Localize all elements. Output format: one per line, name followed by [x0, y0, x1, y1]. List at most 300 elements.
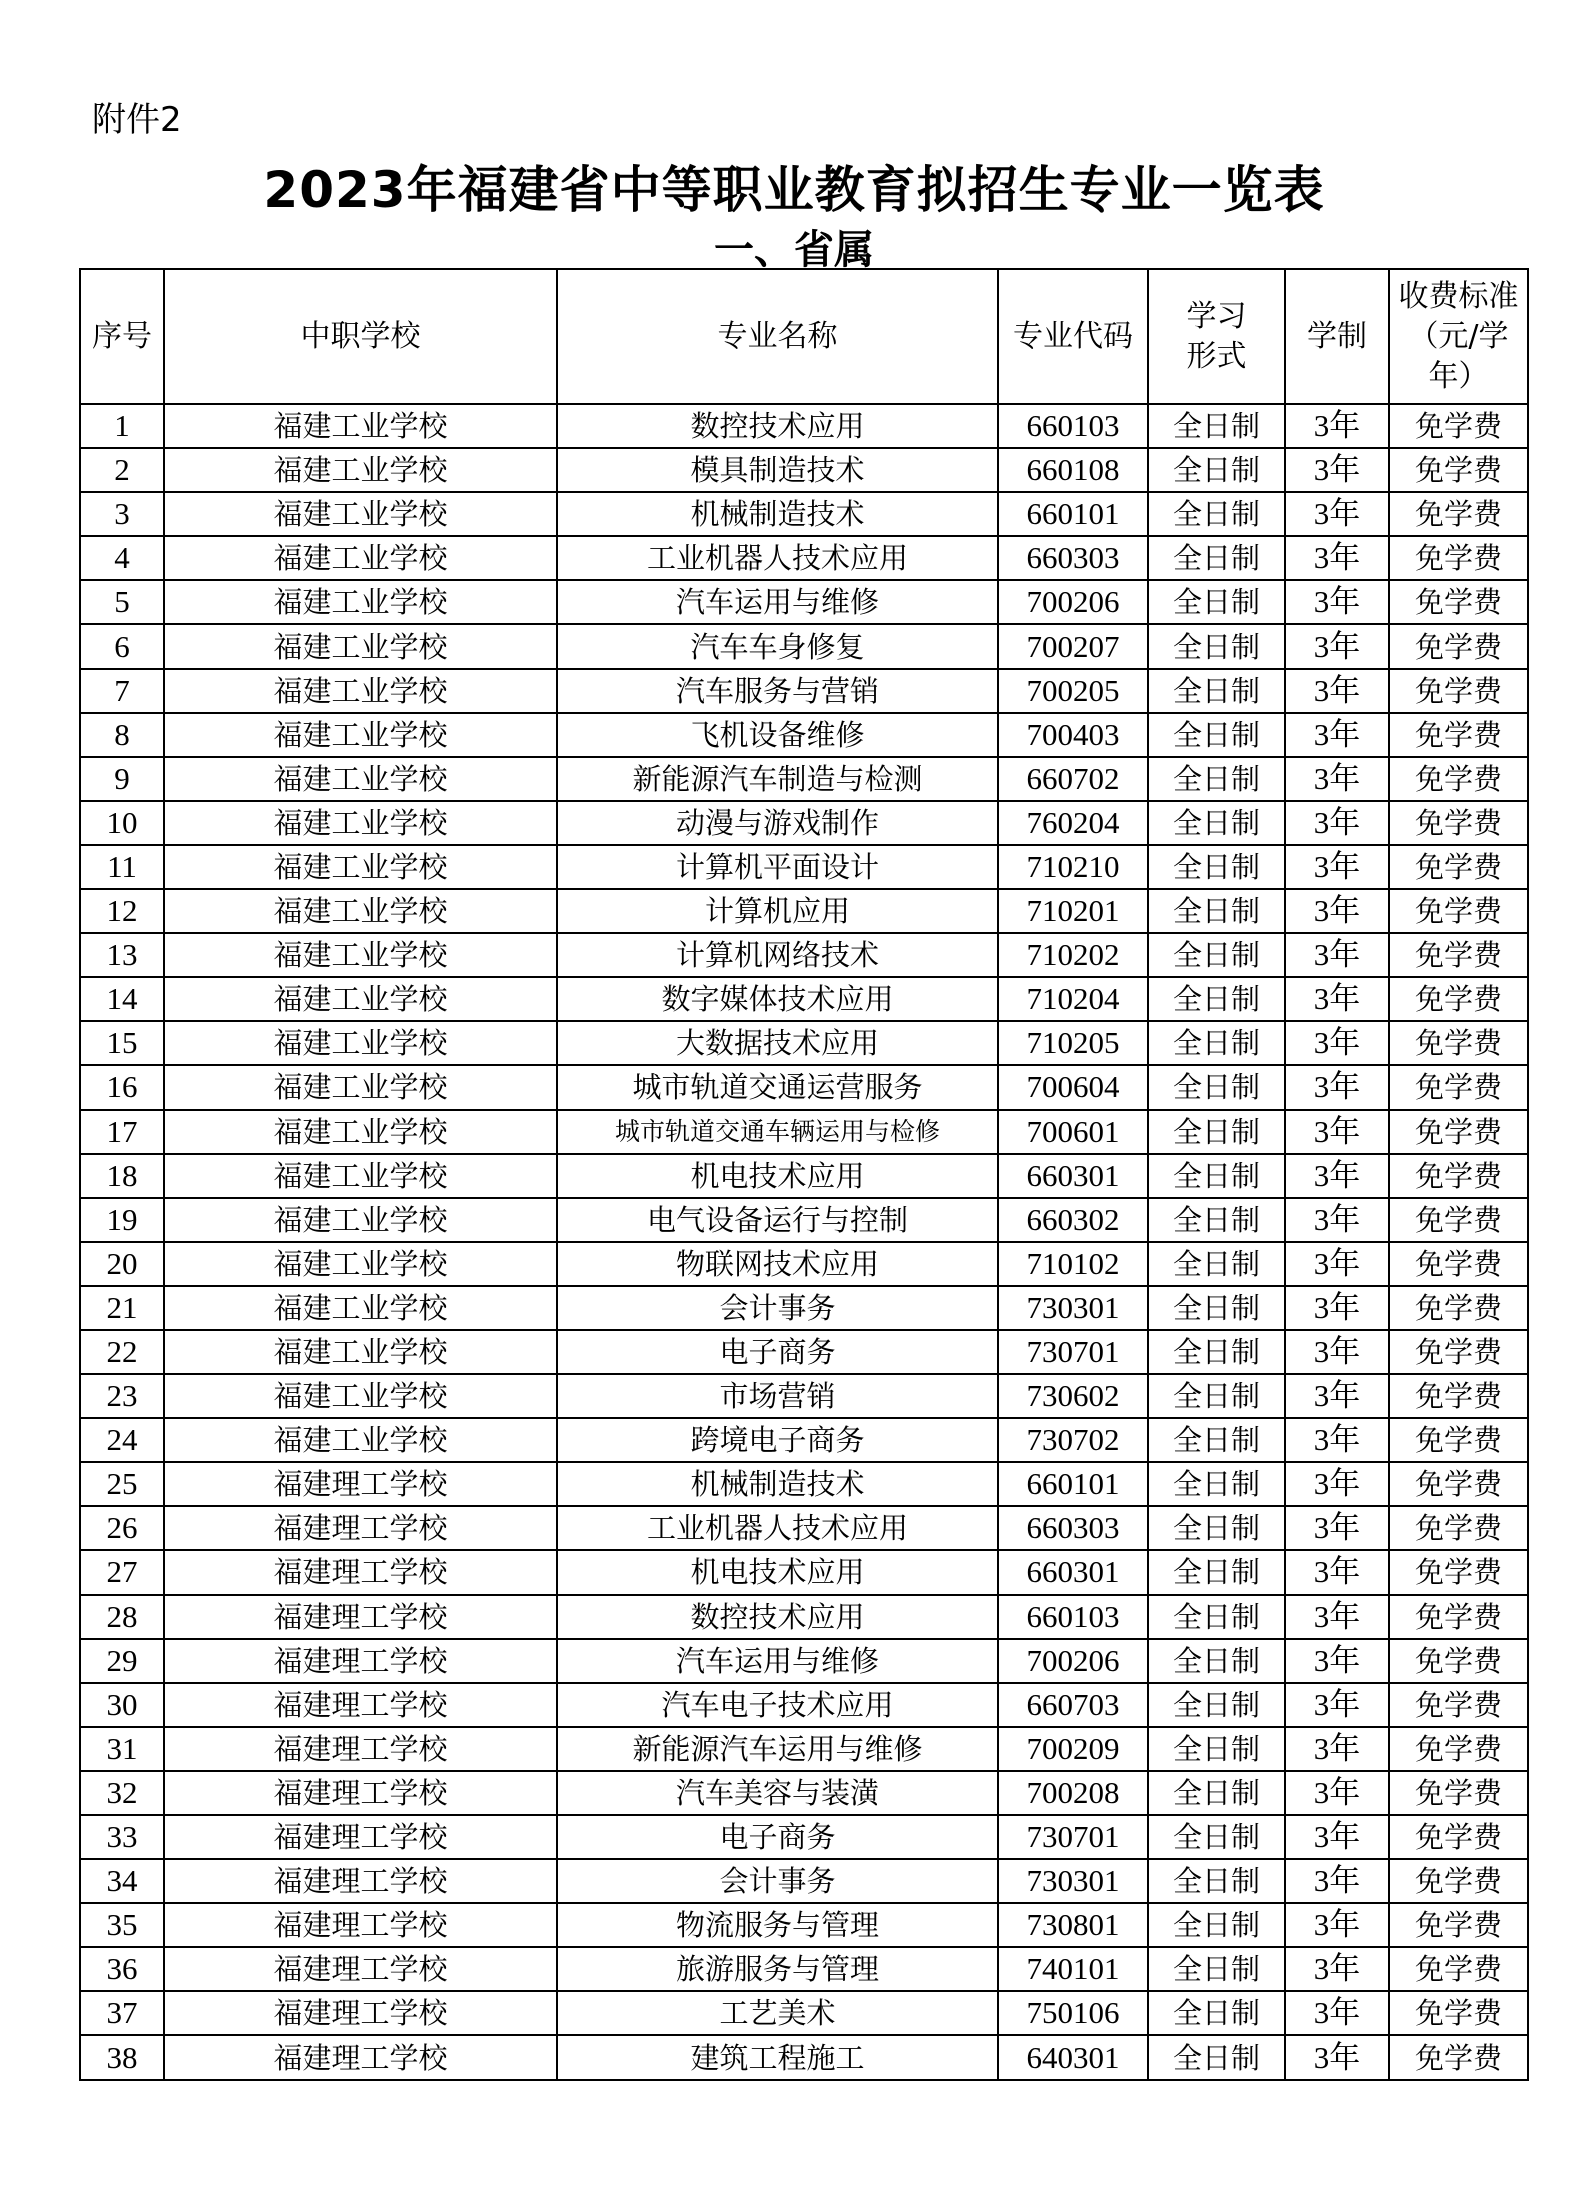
- cell-fee: 免学费: [1389, 1550, 1528, 1594]
- table-row: [80, 2035, 1528, 2079]
- cell-fee: 免学费: [1389, 580, 1528, 624]
- cell-fee: 免学费: [1389, 1065, 1528, 1109]
- cell-form: 全日制: [1148, 1330, 1285, 1374]
- table-row: [80, 1198, 1528, 1242]
- table-row: [80, 404, 1528, 448]
- cell-code: 700205: [998, 669, 1148, 713]
- cell-school: 福建理工学校: [164, 1991, 557, 2035]
- cell-length: 3年: [1285, 1550, 1389, 1594]
- cell-code: 660703: [998, 1683, 1148, 1727]
- cell-code: 730801: [998, 1903, 1148, 1947]
- cell-code: 710202: [998, 933, 1148, 977]
- cell-index: 3: [80, 492, 164, 536]
- cell-form: 全日制: [1148, 1242, 1285, 1286]
- cell-code: 660302: [998, 1198, 1148, 1242]
- cell-school: 福建工业学校: [164, 1374, 557, 1418]
- cell-index: 11: [80, 845, 164, 889]
- cell-length: 3年: [1285, 669, 1389, 713]
- table-row: [80, 977, 1528, 1021]
- cell-fee: 免学费: [1389, 669, 1528, 713]
- cell-index: 36: [80, 1947, 164, 1991]
- cell-index: 23: [80, 1374, 164, 1418]
- header-major: 专业名称: [557, 269, 998, 404]
- cell-index: 22: [80, 1330, 164, 1374]
- cell-form: 全日制: [1148, 1771, 1285, 1815]
- table-row: [80, 889, 1528, 933]
- cell-length: 3年: [1285, 1286, 1389, 1330]
- cell-major: 机电技术应用: [557, 1550, 998, 1594]
- cell-code: 760204: [998, 801, 1148, 845]
- cell-school: 福建工业学校: [164, 669, 557, 713]
- cell-index: 38: [80, 2035, 164, 2079]
- cell-school: 福建工业学校: [164, 580, 557, 624]
- table-row: [80, 1595, 1528, 1639]
- cell-form: 全日制: [1148, 1506, 1285, 1550]
- cell-major: 跨境电子商务: [557, 1418, 998, 1462]
- cell-code: 660103: [998, 1595, 1148, 1639]
- cell-major: 会计事务: [557, 1859, 998, 1903]
- cell-length: 3年: [1285, 624, 1389, 668]
- cell-code: 730301: [998, 1859, 1148, 1903]
- table-row: [80, 1154, 1528, 1198]
- cell-school: 福建工业学校: [164, 1065, 557, 1109]
- cell-length: 3年: [1285, 1374, 1389, 1418]
- table-row: [80, 933, 1528, 977]
- cell-major: 机械制造技术: [557, 492, 998, 536]
- cell-fee: 免学费: [1389, 536, 1528, 580]
- cell-fee: 免学费: [1389, 1154, 1528, 1198]
- cell-index: 27: [80, 1550, 164, 1594]
- cell-form: 全日制: [1148, 1286, 1285, 1330]
- cell-fee: 免学费: [1389, 1418, 1528, 1462]
- cell-length: 3年: [1285, 536, 1389, 580]
- cell-school: 福建理工学校: [164, 1771, 557, 1815]
- cell-index: 16: [80, 1065, 164, 1109]
- cell-school: 福建工业学校: [164, 757, 557, 801]
- cell-form: 全日制: [1148, 933, 1285, 977]
- cell-index: 6: [80, 624, 164, 668]
- cell-school: 福建工业学校: [164, 845, 557, 889]
- cell-length: 3年: [1285, 1462, 1389, 1506]
- cell-index: 26: [80, 1506, 164, 1550]
- cell-major: 建筑工程施工: [557, 2035, 998, 2079]
- cell-code: 710205: [998, 1021, 1148, 1065]
- table-row: [80, 845, 1528, 889]
- header-index: 序号: [80, 269, 164, 404]
- table-row: [80, 1021, 1528, 1065]
- cell-school: 福建理工学校: [164, 1639, 557, 1683]
- cell-index: 30: [80, 1683, 164, 1727]
- table-row: [80, 580, 1528, 624]
- majors-table: [79, 268, 1529, 2081]
- table-row: [80, 669, 1528, 713]
- cell-form: 全日制: [1148, 624, 1285, 668]
- cell-fee: 免学费: [1389, 889, 1528, 933]
- table-body: [80, 404, 1528, 2080]
- cell-school: 福建工业学校: [164, 448, 557, 492]
- cell-index: 25: [80, 1462, 164, 1506]
- cell-major: 会计事务: [557, 1286, 998, 1330]
- cell-code: 660101: [998, 492, 1148, 536]
- cell-form: 全日制: [1148, 1727, 1285, 1771]
- cell-form: 全日制: [1148, 889, 1285, 933]
- cell-length: 3年: [1285, 1903, 1389, 1947]
- cell-form: 全日制: [1148, 2035, 1285, 2079]
- cell-index: 34: [80, 1859, 164, 1903]
- cell-fee: 免学费: [1389, 1286, 1528, 1330]
- cell-form: 全日制: [1148, 1065, 1285, 1109]
- cell-school: 福建理工学校: [164, 1903, 557, 1947]
- cell-major: 工艺美术: [557, 1991, 998, 2035]
- cell-code: 750106: [998, 1991, 1148, 2035]
- cell-fee: 免学费: [1389, 448, 1528, 492]
- cell-index: 19: [80, 1198, 164, 1242]
- table-row: [80, 1462, 1528, 1506]
- cell-form: 全日制: [1148, 1639, 1285, 1683]
- cell-code: 700604: [998, 1065, 1148, 1109]
- cell-length: 3年: [1285, 801, 1389, 845]
- cell-length: 3年: [1285, 1506, 1389, 1550]
- cell-code: 740101: [998, 1947, 1148, 1991]
- table-row: [80, 1550, 1528, 1594]
- page-title: 2023年福建省中等职业教育拟招生专业一览表: [263, 161, 1325, 219]
- cell-major: 物联网技术应用: [557, 1242, 998, 1286]
- cell-length: 3年: [1285, 977, 1389, 1021]
- table-row: [80, 1639, 1528, 1683]
- cell-fee: 免学费: [1389, 1374, 1528, 1418]
- cell-fee: 免学费: [1389, 757, 1528, 801]
- cell-code: 660301: [998, 1154, 1148, 1198]
- cell-school: 福建工业学校: [164, 1198, 557, 1242]
- cell-code: 660101: [998, 1462, 1148, 1506]
- cell-index: 20: [80, 1242, 164, 1286]
- cell-length: 3年: [1285, 448, 1389, 492]
- table-row: [80, 1330, 1528, 1374]
- cell-major: 城市轨道交通运营服务: [557, 1065, 998, 1109]
- table-row: [80, 1110, 1528, 1154]
- cell-major: 计算机网络技术: [557, 933, 998, 977]
- cell-code: 700207: [998, 624, 1148, 668]
- cell-index: 32: [80, 1771, 164, 1815]
- cell-school: 福建理工学校: [164, 1550, 557, 1594]
- table-row: [80, 1683, 1528, 1727]
- cell-code: 730301: [998, 1286, 1148, 1330]
- cell-index: 4: [80, 536, 164, 580]
- cell-fee: 免学费: [1389, 845, 1528, 889]
- cell-fee: 免学费: [1389, 1815, 1528, 1859]
- cell-code: 710201: [998, 889, 1148, 933]
- cell-fee: 免学费: [1389, 1727, 1528, 1771]
- cell-index: 10: [80, 801, 164, 845]
- cell-length: 3年: [1285, 580, 1389, 624]
- cell-length: 3年: [1285, 1771, 1389, 1815]
- cell-length: 3年: [1285, 1198, 1389, 1242]
- cell-length: 3年: [1285, 845, 1389, 889]
- header-code: 专业代码: [998, 269, 1148, 404]
- cell-major: 计算机应用: [557, 889, 998, 933]
- cell-major: 新能源汽车运用与维修: [557, 1727, 998, 1771]
- cell-form: 全日制: [1148, 1418, 1285, 1462]
- header-fee: 收费标准（元/学年）: [1389, 269, 1528, 404]
- cell-major: 计算机平面设计: [557, 845, 998, 889]
- cell-length: 3年: [1285, 1859, 1389, 1903]
- cell-index: 9: [80, 757, 164, 801]
- cell-school: 福建理工学校: [164, 1506, 557, 1550]
- table-row: [80, 536, 1528, 580]
- cell-index: 13: [80, 933, 164, 977]
- cell-school: 福建理工学校: [164, 1595, 557, 1639]
- cell-school: 福建工业学校: [164, 1286, 557, 1330]
- cell-form: 全日制: [1148, 536, 1285, 580]
- cell-length: 3年: [1285, 1683, 1389, 1727]
- cell-school: 福建工业学校: [164, 933, 557, 977]
- cell-index: 14: [80, 977, 164, 1021]
- cell-form: 全日制: [1148, 713, 1285, 757]
- cell-school: 福建理工学校: [164, 1683, 557, 1727]
- cell-form: 全日制: [1148, 1154, 1285, 1198]
- cell-major: 汽车美容与装潢: [557, 1771, 998, 1815]
- cell-major: 电子商务: [557, 1815, 998, 1859]
- cell-length: 3年: [1285, 933, 1389, 977]
- cell-form: 全日制: [1148, 1683, 1285, 1727]
- cell-code: 710204: [998, 977, 1148, 1021]
- cell-major: 动漫与游戏制作: [557, 801, 998, 845]
- cell-code: 700208: [998, 1771, 1148, 1815]
- header-school: 中职学校: [164, 269, 557, 404]
- cell-index: 8: [80, 713, 164, 757]
- cell-length: 3年: [1285, 713, 1389, 757]
- table-row: [80, 1727, 1528, 1771]
- cell-major: 数控技术应用: [557, 1595, 998, 1639]
- cell-fee: 免学费: [1389, 1506, 1528, 1550]
- cell-fee: 免学费: [1389, 1639, 1528, 1683]
- cell-index: 28: [80, 1595, 164, 1639]
- cell-school: 福建工业学校: [164, 977, 557, 1021]
- table-row: [80, 1991, 1528, 2035]
- header-form: 学习形式: [1148, 269, 1285, 404]
- cell-fee: 免学费: [1389, 933, 1528, 977]
- cell-index: 29: [80, 1639, 164, 1683]
- table-row: [80, 1815, 1528, 1859]
- cell-form: 全日制: [1148, 1550, 1285, 1594]
- cell-major: 旅游服务与管理: [557, 1947, 998, 1991]
- cell-index: 7: [80, 669, 164, 713]
- cell-school: 福建工业学校: [164, 801, 557, 845]
- cell-fee: 免学费: [1389, 1595, 1528, 1639]
- cell-school: 福建工业学校: [164, 889, 557, 933]
- cell-fee: 免学费: [1389, 1903, 1528, 1947]
- cell-index: 5: [80, 580, 164, 624]
- table-row: [80, 448, 1528, 492]
- cell-code: 730602: [998, 1374, 1148, 1418]
- cell-school: 福建工业学校: [164, 1242, 557, 1286]
- cell-code: 730701: [998, 1330, 1148, 1374]
- cell-length: 3年: [1285, 1110, 1389, 1154]
- cell-major: 汽车运用与维修: [557, 580, 998, 624]
- cell-index: 15: [80, 1021, 164, 1065]
- cell-school: 福建工业学校: [164, 404, 557, 448]
- cell-code: 660301: [998, 1550, 1148, 1594]
- table-row: [80, 757, 1528, 801]
- cell-length: 3年: [1285, 1154, 1389, 1198]
- cell-form: 全日制: [1148, 1991, 1285, 2035]
- cell-major: 电气设备运行与控制: [557, 1198, 998, 1242]
- cell-major: 汽车服务与营销: [557, 669, 998, 713]
- cell-fee: 免学费: [1389, 1991, 1528, 2035]
- table-row: [80, 1374, 1528, 1418]
- cell-form: 全日制: [1148, 580, 1285, 624]
- cell-major: 城市轨道交通车辆运用与检修: [557, 1110, 998, 1154]
- table-row: [80, 801, 1528, 845]
- cell-length: 3年: [1285, 1021, 1389, 1065]
- cell-form: 全日制: [1148, 1859, 1285, 1903]
- cell-fee: 免学费: [1389, 404, 1528, 448]
- cell-school: 福建理工学校: [164, 1462, 557, 1506]
- cell-major: 物流服务与管理: [557, 1903, 998, 1947]
- cell-school: 福建理工学校: [164, 2035, 557, 2079]
- cell-major: 模具制造技术: [557, 448, 998, 492]
- cell-fee: 免学费: [1389, 1859, 1528, 1903]
- cell-form: 全日制: [1148, 801, 1285, 845]
- cell-major: 汽车车身修复: [557, 624, 998, 668]
- cell-code: 700209: [998, 1727, 1148, 1771]
- cell-school: 福建工业学校: [164, 624, 557, 668]
- cell-fee: 免学费: [1389, 1021, 1528, 1065]
- cell-code: 700206: [998, 580, 1148, 624]
- cell-code: 660303: [998, 536, 1148, 580]
- cell-length: 3年: [1285, 1991, 1389, 2035]
- cell-index: 33: [80, 1815, 164, 1859]
- cell-index: 17: [80, 1110, 164, 1154]
- cell-form: 全日制: [1148, 1110, 1285, 1154]
- cell-fee: 免学费: [1389, 801, 1528, 845]
- cell-form: 全日制: [1148, 1198, 1285, 1242]
- cell-length: 3年: [1285, 404, 1389, 448]
- cell-form: 全日制: [1148, 1595, 1285, 1639]
- cell-code: 700206: [998, 1639, 1148, 1683]
- cell-major: 汽车电子技术应用: [557, 1683, 998, 1727]
- cell-index: 21: [80, 1286, 164, 1330]
- cell-major: 飞机设备维修: [557, 713, 998, 757]
- cell-fee: 免学费: [1389, 2035, 1528, 2079]
- cell-index: 35: [80, 1903, 164, 1947]
- cell-fee: 免学费: [1389, 1683, 1528, 1727]
- cell-index: 37: [80, 1991, 164, 2035]
- cell-major: 电子商务: [557, 1330, 998, 1374]
- cell-code: 710102: [998, 1242, 1148, 1286]
- cell-index: 24: [80, 1418, 164, 1462]
- cell-school: 福建理工学校: [164, 1947, 557, 1991]
- cell-length: 3年: [1285, 1242, 1389, 1286]
- cell-major: 大数据技术应用: [557, 1021, 998, 1065]
- cell-length: 3年: [1285, 1815, 1389, 1859]
- cell-fee: 免学费: [1389, 1110, 1528, 1154]
- cell-major: 汽车运用与维修: [557, 1639, 998, 1683]
- cell-school: 福建工业学校: [164, 713, 557, 757]
- section-subtitle: 一、省属: [714, 227, 874, 273]
- cell-index: 2: [80, 448, 164, 492]
- cell-major: 数字媒体技术应用: [557, 977, 998, 1021]
- cell-index: 1: [80, 404, 164, 448]
- cell-length: 3年: [1285, 757, 1389, 801]
- cell-form: 全日制: [1148, 1947, 1285, 1991]
- cell-school: 福建理工学校: [164, 1727, 557, 1771]
- cell-form: 全日制: [1148, 404, 1285, 448]
- cell-code: 660108: [998, 448, 1148, 492]
- cell-form: 全日制: [1148, 1374, 1285, 1418]
- cell-fee: 免学费: [1389, 492, 1528, 536]
- cell-length: 3年: [1285, 1595, 1389, 1639]
- table-row: [80, 1947, 1528, 1991]
- cell-form: 全日制: [1148, 1462, 1285, 1506]
- cell-school: 福建工业学校: [164, 536, 557, 580]
- cell-school: 福建理工学校: [164, 1815, 557, 1859]
- cell-form: 全日制: [1148, 669, 1285, 713]
- cell-fee: 免学费: [1389, 713, 1528, 757]
- cell-fee: 免学费: [1389, 1242, 1528, 1286]
- cell-code: 640301: [998, 2035, 1148, 2079]
- cell-code: 660303: [998, 1506, 1148, 1550]
- table-row: [80, 624, 1528, 668]
- table-row: [80, 1286, 1528, 1330]
- cell-fee: 免学费: [1389, 1462, 1528, 1506]
- cell-form: 全日制: [1148, 757, 1285, 801]
- cell-form: 全日制: [1148, 1815, 1285, 1859]
- cell-major: 机电技术应用: [557, 1154, 998, 1198]
- cell-form: 全日制: [1148, 448, 1285, 492]
- cell-code: 700403: [998, 713, 1148, 757]
- cell-length: 3年: [1285, 1065, 1389, 1109]
- cell-fee: 免学费: [1389, 1198, 1528, 1242]
- cell-school: 福建工业学校: [164, 492, 557, 536]
- cell-fee: 免学费: [1389, 624, 1528, 668]
- cell-code: 660702: [998, 757, 1148, 801]
- cell-school: 福建工业学校: [164, 1110, 557, 1154]
- cell-form: 全日制: [1148, 977, 1285, 1021]
- cell-major: 工业机器人技术应用: [557, 1506, 998, 1550]
- table-row: [80, 1903, 1528, 1947]
- cell-length: 3年: [1285, 1330, 1389, 1374]
- cell-code: 710210: [998, 845, 1148, 889]
- table-row: [80, 492, 1528, 536]
- cell-code: 700601: [998, 1110, 1148, 1154]
- cell-length: 3年: [1285, 889, 1389, 933]
- cell-length: 3年: [1285, 1418, 1389, 1462]
- cell-major: 工业机器人技术应用: [557, 536, 998, 580]
- table-row: [80, 713, 1528, 757]
- cell-length: 3年: [1285, 2035, 1389, 2079]
- cell-fee: 免学费: [1389, 1771, 1528, 1815]
- cell-form: 全日制: [1148, 492, 1285, 536]
- header-length: 学制: [1285, 269, 1389, 404]
- cell-fee: 免学费: [1389, 1330, 1528, 1374]
- table-row: [80, 1506, 1528, 1550]
- table-header-row: [80, 269, 1528, 404]
- cell-school: 福建工业学校: [164, 1418, 557, 1462]
- cell-form: 全日制: [1148, 1021, 1285, 1065]
- cell-fee: 免学费: [1389, 977, 1528, 1021]
- cell-school: 福建工业学校: [164, 1154, 557, 1198]
- table-row: [80, 1065, 1528, 1109]
- cell-length: 3年: [1285, 1727, 1389, 1771]
- cell-school: 福建工业学校: [164, 1330, 557, 1374]
- cell-major: 新能源汽车制造与检测: [557, 757, 998, 801]
- cell-fee: 免学费: [1389, 1947, 1528, 1991]
- cell-index: 18: [80, 1154, 164, 1198]
- cell-length: 3年: [1285, 1639, 1389, 1683]
- cell-code: 730701: [998, 1815, 1148, 1859]
- cell-length: 3年: [1285, 1947, 1389, 1991]
